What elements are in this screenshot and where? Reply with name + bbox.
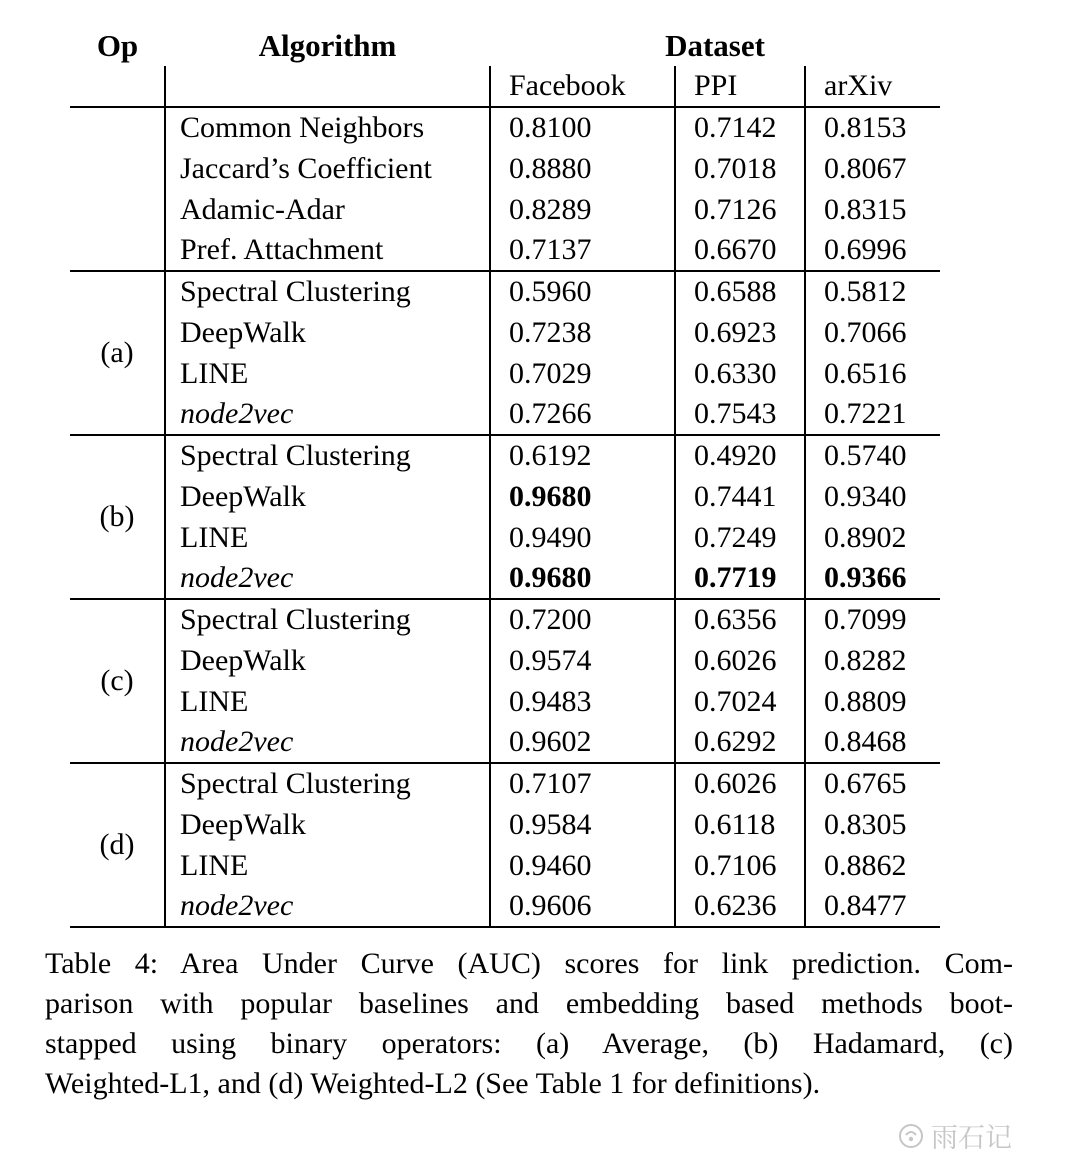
auc-value: 0.6026 bbox=[675, 763, 805, 804]
col-header-arxiv: arXiv bbox=[805, 66, 940, 107]
op-label: (b) bbox=[70, 435, 165, 599]
table-row bbox=[70, 189, 940, 230]
table-row bbox=[70, 845, 940, 886]
auc-value: 0.8315 bbox=[805, 189, 940, 230]
auc-value: 0.6118 bbox=[675, 804, 805, 845]
col-header-dataset: Dataset bbox=[665, 27, 765, 63]
header-row-datasets bbox=[70, 66, 940, 107]
table-header bbox=[70, 25, 940, 107]
auc-value: 0.8153 bbox=[805, 107, 940, 148]
auc-value: 0.6765 bbox=[805, 763, 940, 804]
op-label bbox=[70, 107, 165, 271]
table-row bbox=[70, 722, 940, 763]
algorithm-name: LINE bbox=[165, 845, 490, 886]
auc-value: 0.8289 bbox=[490, 189, 675, 230]
col-header-ppi: PPI bbox=[675, 66, 805, 107]
caption-line: Weighted-L1, and (d) Weighted-L2 (See Table 1 for definitions). bbox=[45, 1067, 821, 1100]
table-row bbox=[70, 271, 940, 312]
table-row bbox=[70, 886, 940, 927]
auc-value: 0.9602 bbox=[490, 722, 675, 763]
table-row bbox=[70, 435, 940, 476]
algorithm-name: node2vec bbox=[165, 394, 490, 435]
algorithm-name: Spectral Clustering bbox=[165, 763, 490, 804]
table-row bbox=[70, 681, 940, 722]
auc-value: 0.5812 bbox=[805, 271, 940, 312]
op-label: (d) bbox=[70, 763, 165, 927]
algorithm-name: Adamic-Adar bbox=[165, 189, 490, 230]
auc-value: 0.9366 bbox=[805, 558, 940, 599]
algorithm-name: node2vec bbox=[165, 886, 490, 927]
algorithm-name: Common Neighbors bbox=[165, 107, 490, 148]
auc-value: 0.8067 bbox=[805, 148, 940, 189]
auc-value: 0.6923 bbox=[675, 312, 805, 353]
auc-value: 0.7099 bbox=[805, 599, 940, 640]
col-header-algorithm: Algorithm bbox=[258, 27, 397, 63]
auc-value: 0.7543 bbox=[675, 394, 805, 435]
table-row bbox=[70, 107, 940, 148]
col-header-facebook: Facebook bbox=[490, 66, 675, 107]
algorithm-name: node2vec bbox=[165, 722, 490, 763]
auc-value: 0.9340 bbox=[805, 476, 940, 517]
watermark-text: 雨石记 bbox=[931, 1123, 1012, 1153]
auc-value: 0.8100 bbox=[490, 107, 675, 148]
auc-value: 0.5740 bbox=[805, 435, 940, 476]
auc-value: 0.7200 bbox=[490, 599, 675, 640]
algorithm-name: Spectral Clustering bbox=[165, 599, 490, 640]
auc-value: 0.8880 bbox=[490, 148, 675, 189]
auc-value: 0.4920 bbox=[675, 435, 805, 476]
auc-value: 0.6292 bbox=[675, 722, 805, 763]
caption-line: parison with popular baselines and embedding based methods boot- bbox=[45, 987, 1013, 1020]
table-row bbox=[70, 312, 940, 353]
op-label: (c) bbox=[70, 599, 165, 763]
subheader-spacer-algorithm bbox=[165, 66, 490, 107]
watermark-logo-icon bbox=[897, 1122, 925, 1150]
table-body bbox=[70, 107, 940, 927]
table-row bbox=[70, 558, 940, 599]
table-row bbox=[70, 640, 940, 681]
auc-value: 0.7137 bbox=[490, 230, 675, 271]
auc-results-table bbox=[70, 25, 940, 928]
table-row bbox=[70, 517, 940, 558]
auc-value: 0.7029 bbox=[490, 353, 675, 394]
auc-value: 0.9483 bbox=[490, 681, 675, 722]
auc-value: 0.9574 bbox=[490, 640, 675, 681]
auc-value: 0.9606 bbox=[490, 886, 675, 927]
table-row bbox=[70, 599, 940, 640]
subheader-spacer-op bbox=[70, 66, 165, 107]
auc-value: 0.9584 bbox=[490, 804, 675, 845]
auc-value: 0.7066 bbox=[805, 312, 940, 353]
auc-value: 0.8468 bbox=[805, 722, 940, 763]
auc-value: 0.7266 bbox=[490, 394, 675, 435]
algorithm-name: LINE bbox=[165, 353, 490, 394]
auc-value: 0.7018 bbox=[675, 148, 805, 189]
auc-value: 0.7221 bbox=[805, 394, 940, 435]
algorithm-name: Spectral Clustering bbox=[165, 271, 490, 312]
auc-value: 0.6588 bbox=[675, 271, 805, 312]
algorithm-name: node2vec bbox=[165, 558, 490, 599]
watermark bbox=[897, 1116, 1012, 1155]
auc-value: 0.7142 bbox=[675, 107, 805, 148]
auc-value: 0.9680 bbox=[490, 476, 675, 517]
auc-value: 0.6236 bbox=[675, 886, 805, 927]
auc-value: 0.8862 bbox=[805, 845, 940, 886]
table-row bbox=[70, 804, 940, 845]
table-row bbox=[70, 353, 940, 394]
auc-value: 0.7441 bbox=[675, 476, 805, 517]
table-row bbox=[70, 230, 940, 271]
auc-value: 0.6996 bbox=[805, 230, 940, 271]
table-row bbox=[70, 148, 940, 189]
auc-value: 0.6670 bbox=[675, 230, 805, 271]
op-label: (a) bbox=[70, 271, 165, 435]
auc-value: 0.5960 bbox=[490, 271, 675, 312]
auc-value: 0.6516 bbox=[805, 353, 940, 394]
auc-value: 0.9680 bbox=[490, 558, 675, 599]
table-row bbox=[70, 763, 940, 804]
algorithm-name: DeepWalk bbox=[165, 640, 490, 681]
auc-value: 0.8809 bbox=[805, 681, 940, 722]
auc-value: 0.8305 bbox=[805, 804, 940, 845]
auc-value: 0.7249 bbox=[675, 517, 805, 558]
auc-value: 0.8477 bbox=[805, 886, 940, 927]
auc-value: 0.7126 bbox=[675, 189, 805, 230]
auc-value: 0.6356 bbox=[675, 599, 805, 640]
algorithm-name: Pref. Attachment bbox=[165, 230, 490, 271]
auc-value: 0.9490 bbox=[490, 517, 675, 558]
auc-value: 0.9460 bbox=[490, 845, 675, 886]
auc-value: 0.6192 bbox=[490, 435, 675, 476]
algorithm-name: DeepWalk bbox=[165, 476, 490, 517]
auc-value: 0.6026 bbox=[675, 640, 805, 681]
auc-value: 0.8282 bbox=[805, 640, 940, 681]
col-header-op: Op bbox=[96, 27, 139, 63]
algorithm-name: DeepWalk bbox=[165, 312, 490, 353]
algorithm-name: LINE bbox=[165, 517, 490, 558]
algorithm-name: Spectral Clustering bbox=[165, 435, 490, 476]
auc-value: 0.6330 bbox=[675, 353, 805, 394]
auc-value: 0.7106 bbox=[675, 845, 805, 886]
auc-value: 0.7024 bbox=[675, 681, 805, 722]
auc-value: 0.7719 bbox=[675, 558, 805, 599]
algorithm-name: Jaccard’s Coefficient bbox=[165, 148, 490, 189]
algorithm-name: DeepWalk bbox=[165, 804, 490, 845]
table-row bbox=[70, 394, 940, 435]
table-caption bbox=[45, 944, 1013, 1104]
table-row bbox=[70, 476, 940, 517]
algorithm-name: LINE bbox=[165, 681, 490, 722]
auc-value: 0.8902 bbox=[805, 517, 940, 558]
auc-value: 0.7107 bbox=[490, 763, 675, 804]
caption-line: Table 4: Area Under Curve (AUC) scores for link prediction. Com- bbox=[45, 947, 1013, 980]
header-row-main bbox=[70, 25, 940, 66]
auc-value: 0.7238 bbox=[490, 312, 675, 353]
caption-line: stapped using binary operators: (a) Average, (b) Hadamard, (c) bbox=[45, 1027, 1013, 1060]
